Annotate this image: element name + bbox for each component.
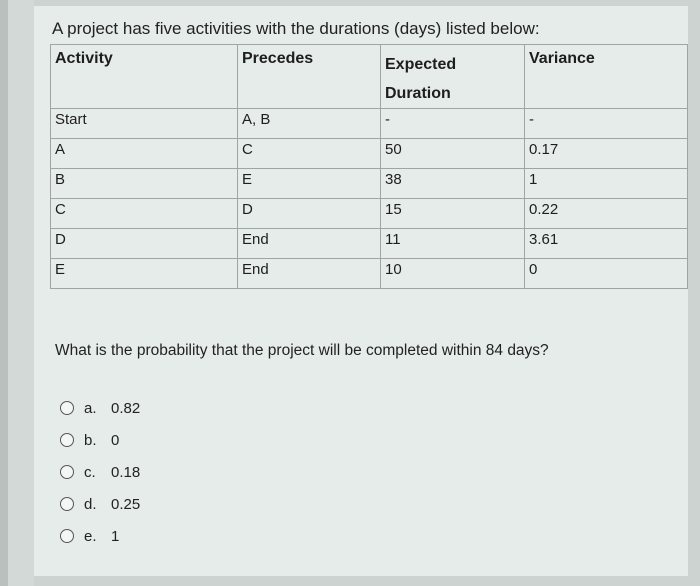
cell-precedes: End [238, 259, 381, 289]
activity-table [50, 44, 688, 289]
option-e[interactable] [60, 520, 140, 552]
option-letter: a. [84, 399, 97, 417]
option-letter: e. [84, 527, 97, 545]
table-header-row [51, 45, 688, 109]
background-margin [8, 0, 34, 586]
intro-text: A project has five activities with the durations (days) listed below: [52, 19, 540, 38]
option-letter: b. [84, 431, 97, 449]
cell-activity: E [51, 259, 238, 289]
option-value: 0.18 [111, 463, 141, 481]
option-value: 1 [111, 527, 120, 545]
table-row [51, 199, 688, 229]
table-row [51, 109, 688, 139]
cell-duration: 10 [381, 259, 525, 289]
option-b[interactable] [60, 424, 140, 456]
cell-variance: 3.61 [525, 229, 688, 259]
option-letter: d. [84, 495, 97, 513]
option-value: 0.25 [111, 495, 141, 513]
cell-activity: D [51, 229, 238, 259]
cell-precedes: E [238, 169, 381, 199]
answer-options [60, 392, 140, 552]
cell-duration: 11 [381, 229, 525, 259]
option-c[interactable] [60, 456, 140, 488]
option-value: 0.82 [111, 399, 141, 417]
header-duration-line1: Expected [385, 56, 457, 73]
cell-activity: Start [51, 109, 238, 139]
cell-activity: C [51, 199, 238, 229]
cell-variance: - [525, 109, 688, 139]
cell-duration: 50 [381, 139, 525, 169]
radio-button[interactable] [60, 497, 74, 511]
cell-variance: 0.22 [525, 199, 688, 229]
header-precedes: Precedes [238, 45, 381, 109]
cell-precedes: End [238, 229, 381, 259]
header-activity: Activity [51, 45, 238, 109]
option-d[interactable] [60, 488, 140, 520]
cell-activity: A [51, 139, 238, 169]
header-expected-duration [381, 45, 525, 109]
question-text: What is the probability that the project will be completed within 84 days? [55, 342, 549, 359]
cell-precedes: D [238, 199, 381, 229]
table-row [51, 259, 688, 289]
radio-button[interactable] [60, 465, 74, 479]
cell-duration: - [381, 109, 525, 139]
cell-activity: B [51, 169, 238, 199]
table-row [51, 169, 688, 199]
cell-variance: 1 [525, 169, 688, 199]
cell-precedes: C [238, 139, 381, 169]
radio-button[interactable] [60, 433, 74, 447]
header-variance: Variance [525, 45, 688, 109]
cell-duration: 15 [381, 199, 525, 229]
background-edge [0, 0, 8, 586]
radio-button[interactable] [60, 401, 74, 415]
radio-button[interactable] [60, 529, 74, 543]
cell-precedes: A, B [238, 109, 381, 139]
table-row [51, 229, 688, 259]
table-row [51, 139, 688, 169]
cell-variance: 0.17 [525, 139, 688, 169]
cell-duration: 38 [381, 169, 525, 199]
option-value: 0 [111, 431, 120, 449]
option-letter: c. [84, 463, 96, 481]
option-a[interactable] [60, 392, 140, 424]
header-duration-line2: Duration [385, 85, 451, 102]
cell-variance: 0 [525, 259, 688, 289]
